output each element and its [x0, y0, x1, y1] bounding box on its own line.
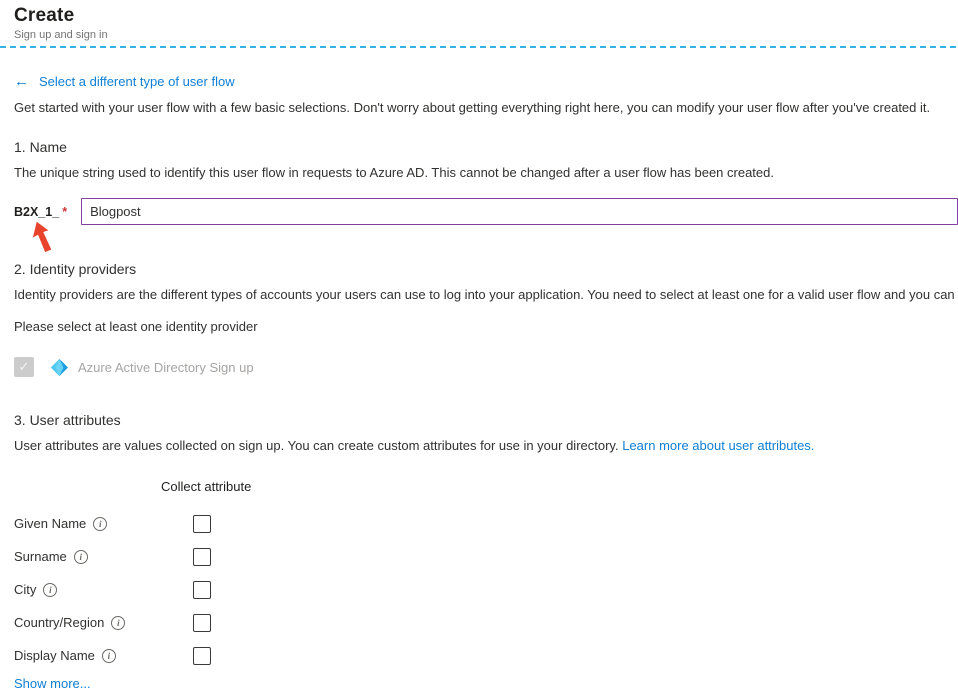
attr-row-country-region	[14, 606, 942, 639]
attr-description-text: User attributes are values collected on sign up. You can create custom attributes for use in your directory.	[14, 438, 623, 453]
user-flow-name-input[interactable]	[81, 198, 958, 225]
attr-label-wrap	[14, 648, 193, 663]
learn-more-link[interactable]: Learn more about user attributes.	[622, 438, 815, 453]
page-content	[0, 74, 956, 691]
attr-label-wrap	[14, 582, 193, 597]
idp-section-heading: 2. Identity providers	[14, 261, 137, 277]
attr-row-surname	[14, 540, 942, 573]
attr-section-description	[14, 438, 942, 453]
check-icon: ✓	[18, 359, 30, 374]
attr-label: City	[14, 582, 37, 597]
info-icon[interactable]: i	[102, 649, 116, 663]
attr-label-wrap	[14, 516, 193, 531]
provider-checkbox-checked-disabled	[14, 357, 34, 377]
attr-label: Display Name	[14, 648, 95, 663]
page-subtitle: Sign up and sign in	[14, 29, 108, 41]
attr-row-city	[14, 573, 942, 606]
attr-section-heading: 3. User attributes	[14, 412, 121, 428]
name-prefix-text: B2X_1_	[14, 204, 60, 219]
collect-checkbox-given-name[interactable]	[193, 515, 211, 533]
identity-provider-row	[14, 357, 942, 377]
name-input-row	[14, 198, 942, 225]
required-asterisk: *	[62, 204, 68, 219]
attr-row-display-name	[14, 639, 942, 672]
info-icon[interactable]: i	[74, 550, 88, 564]
attribute-table	[14, 507, 942, 672]
name-section-description: The unique string used to identify this user flow in requests to Azure AD. This cannot be changed after a user flow has been created.	[14, 165, 774, 180]
red-annotation-arrow-icon	[22, 216, 66, 256]
back-arrow-icon[interactable]: ←	[14, 73, 29, 90]
idp-prompt: Please select at least one identity provider	[14, 319, 258, 334]
name-section-heading: 1. Name	[14, 139, 67, 155]
info-icon[interactable]: i	[111, 616, 125, 630]
attr-row-given-name	[14, 507, 942, 540]
attr-label: Given Name	[14, 516, 87, 531]
info-icon[interactable]: i	[43, 583, 57, 597]
intro-text: Get started with your user flow with a few basic selections. Don't worry about getting everything right here, you can modify your user flow after you've created it.	[14, 100, 931, 115]
show-more-link[interactable]: Show more...	[14, 676, 91, 691]
collect-checkbox-country-region[interactable]	[193, 614, 211, 632]
azure-ad-icon	[50, 358, 69, 377]
collect-checkbox-display-name[interactable]	[193, 647, 211, 665]
back-link[interactable]: Select a different type of user flow	[39, 74, 235, 89]
attr-label-wrap	[14, 615, 193, 630]
attr-label: Surname	[14, 549, 67, 564]
attr-label-wrap	[14, 549, 193, 564]
name-prefix-label	[14, 205, 67, 219]
dashed-divider	[0, 46, 956, 48]
provider-label: Azure Active Directory Sign up	[78, 359, 254, 375]
collect-attribute-column-header: Collect attribute	[161, 479, 252, 494]
collect-checkbox-city[interactable]	[193, 581, 211, 599]
page-header	[0, 0, 956, 41]
info-icon[interactable]: i	[93, 517, 107, 531]
idp-section-description: Identity providers are the different types of accounts your users can use to log into your application. You need to select at least one for a valid user flow and you can	[14, 287, 955, 302]
back-navigation[interactable]	[14, 74, 942, 89]
page-title: Create	[14, 5, 75, 26]
attr-label: Country/Region	[14, 615, 105, 630]
collect-checkbox-surname[interactable]	[193, 548, 211, 566]
